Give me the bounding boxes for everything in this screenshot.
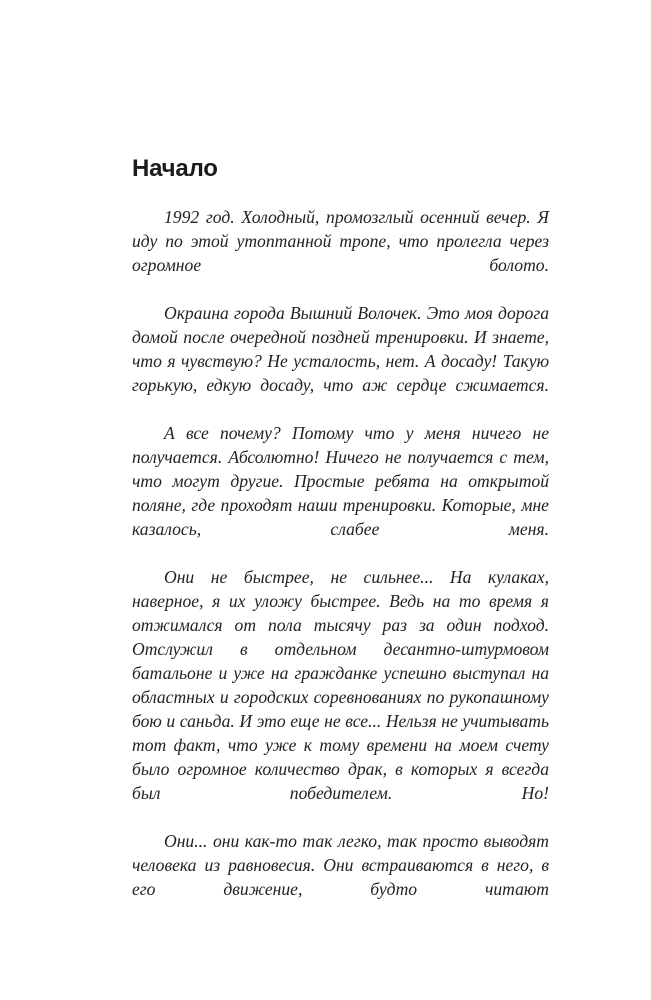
body-paragraph: Они не быстрее, не сильнее... На кулаках, наверное, я их уложу быстрее. Ведь на то время я отжимался от пола тысячу раз за один подход. Отслужил в отдельном десантно-штурмовом батальоне и уже на гражданке успешно выступал на областных и городских соревнованиях по рукопашному бою и саньда. И это еще не все... Нельзя не учитывать тот факт, что уже к тому времени на моем счету было огромное количество драк, в которых я всегда был победителем. Но! — [132, 567, 549, 803]
text-column — [132, 155, 549, 925]
chapter-title: Начало — [132, 155, 218, 182]
body-paragraph: Окраина города Вышний Волочек. Это моя дорога домой после очередной поздней тренировки. И знаете, что я чувствую? Не усталость, нет. А досаду! Такую горькую, едкую досаду, что аж сердце сжимается. — [132, 303, 549, 395]
body-paragraph: 1992 год. Холодный, промозглый осенний вечер. Я иду по этой утоптанной тропе, что пролегла через огромное болото. — [132, 207, 549, 275]
body-paragraph: А все почему? Потому что у меня ничего не получается. Абсолютно! Ничего не получается с тем, что могут другие. Простые ребята на открытой поляне, где проходят наши тренировки. Которые, мне казалось, слабее меня. — [132, 423, 549, 539]
body-paragraph: Они... они как-то так легко, так просто выводят человека из равновесия. Они встраиваются в него, в его движение, будто читают — [132, 831, 549, 899]
